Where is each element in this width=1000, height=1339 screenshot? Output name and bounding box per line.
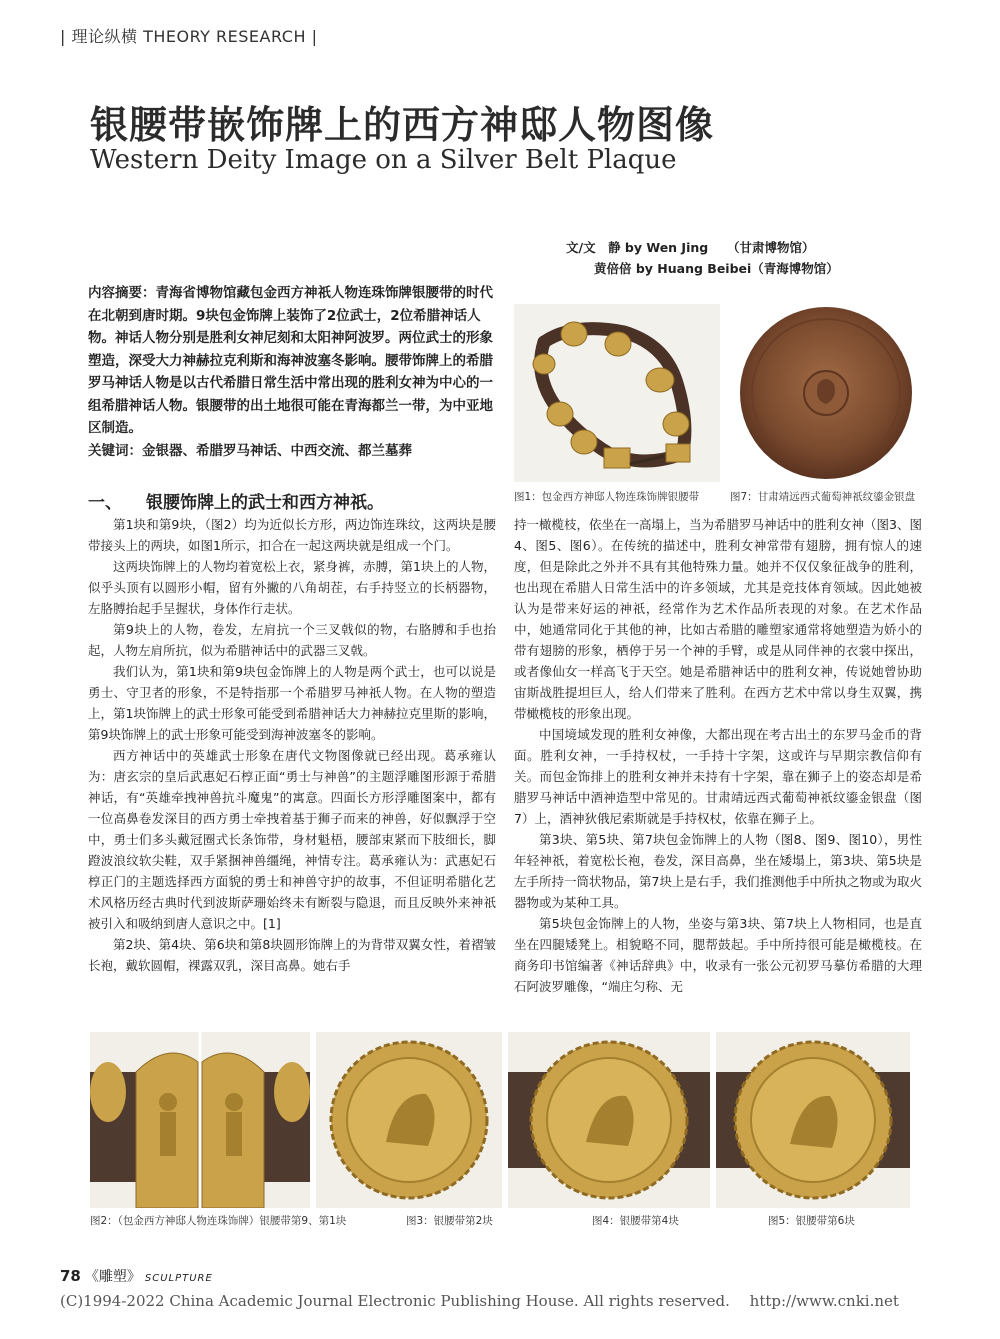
- paragraph: 持一橄榄枝，依坐在一高塌上，当为希腊罗马神话中的胜利女神（图3、图4、图5、图6）。在传统的描述中，胜利女神常带有翅膀，拥有惊人的速度，但是除此之外并不具有其他特殊力量。她并不仅仅象征战争的胜利，也出现在希腊人日常生活中的许多领域，尤其是竞技体育领域。因此她被认为是带来好运的神祇，经常作为艺术作品所表现的对象。在艺术作品中，她通常同化于其他的神，比如古希腊的雕塑家通常将她塑造为娇小的带有翅膀的形象，栖停于另一个神的手臂，或是从同伴神的衣裳中探出，或者像仙女一样高飞于天空。她是希腊神话中的胜利女神，传说她曾协助宙斯战胜提坦巨人，给人们带来了胜利。在西方艺术中常以身生双翼，携带橄榄枝的形象出现。: [514, 517, 922, 721]
- caption-figure-4: 图4：银腰带第4块: [592, 1215, 679, 1227]
- paragraph: 第5块包金饰牌上的人物，坐姿与第3块、第7块上人物相同，也是直坐在四腿矮凳上。相貌略不同，腮帮鼓起。手中所持很可能是橄榄枝。在商务印书馆编著《神话辞典》中，收录有一张公元初罗马摹仿希腊的大理石阿波罗雕像，“端庄匀称、无: [514, 916, 922, 994]
- journal-name-en: SCULPTURE: [144, 1273, 213, 1284]
- plaque-6-illustration: [716, 1032, 910, 1208]
- body-column-left: [88, 514, 496, 976]
- copyright-notice: (C)1994-2022 China Academic Journal Electronic Publishing House. All rights reserved. http://www.cnki.net: [60, 1292, 899, 1310]
- figure-1-belt-photo: [514, 304, 720, 482]
- author-line-1: 文/文 静 by Wen Jing （甘肃博物馆）: [566, 240, 815, 255]
- author-line-2: 黄倍倍 by Huang Beibei（青海博物馆）: [594, 261, 839, 276]
- abstract: [88, 282, 498, 462]
- journal-name-zh: 《雕塑》: [84, 1269, 141, 1285]
- figure-5-plaque-photo: [716, 1032, 910, 1208]
- section-number: 一、: [88, 493, 122, 513]
- caption-figure-5: 图5：银腰带第6块: [768, 1215, 855, 1227]
- caption-figure-3: 图3：银腰带第2块: [406, 1215, 493, 1227]
- article-title-en: Western Deity Image on a Silver Belt Plaque: [90, 145, 677, 175]
- figure-4-plaque-photo: [508, 1032, 710, 1208]
- paragraph: 我们认为，第1块和第9块包金饰牌上的人物是两个武士，也可以说是勇士、守卫者的形象，不是特指那一个希腊罗马神祇人物。在人物的塑造上，第1块饰牌上的武士形象可能受到希腊神话大力神赫拉克里斯的影响，第9块饰牌上的武士形象可能受到海神波塞冬的影响。: [88, 664, 496, 742]
- figure-2-plaques-photo: [90, 1032, 310, 1208]
- paragraph: 中国境域发现的胜利女神像，大都出现在考古出土的东罗马金币的背面。胜利女神，一手持权杖，一手持十字架，这或许与早期宗教信仰有关。而包金饰排上的胜利女神并未持有十字架，靠在狮子上的姿态却是希腊罗马神话中酒神造型中常见的。甘肃靖远西式葡萄神祇纹鎏金银盘（图7）上，酒神狄俄尼索斯就是手持权杖，依靠在狮子上。: [514, 727, 922, 826]
- paragraph: 第3块、第5块、第7块包金饰牌上的人物（图8、图9、图10），男性年轻神祇，着宽松长袍，卷发，深目高鼻，坐在矮塌上，第3块、第5块是左手所持一筒状物品，第7块上是右手，我们推测他手中所执之物或为取火器物或为某种工具。: [514, 832, 922, 910]
- plaques-9-1-illustration: [90, 1032, 310, 1208]
- page-footer: [60, 1266, 213, 1286]
- body-column-right: [514, 514, 922, 997]
- gilded-plate-illustration: [730, 304, 922, 482]
- section-title: 银腰饰牌上的武士和西方神祇。: [146, 493, 384, 513]
- paragraph: 第1块和第9块，（图2）均为近似长方形，两边饰连珠纹，这两块是腰带接头上的两块，如图1所示，扣合在一起这两块就是组成一个门。: [88, 517, 496, 553]
- paragraph: 这两块饰牌上的人物均着宽松上衣，紧身裤，赤膊，第1块上的人物，似乎头顶有以圆形小帽，留有外撇的八角胡茬，右手持竖立的长柄器物，左胳膊抬起手呈握状，身体作行走状。: [88, 559, 496, 616]
- figure-7-gilded-plate-photo: [730, 304, 922, 482]
- paragraph: 第9块上的人物，卷发，左肩抗一个三叉戟似的物，右胳膊和手也抬起，人物左肩所抗，似为希腊神话中的武器三叉戟。: [88, 622, 496, 658]
- figure-3-plaque-photo: [316, 1032, 502, 1208]
- caption-figure-1: 图1：包金西方神邸人物连珠饰牌银腰带: [514, 491, 700, 503]
- plaque-2-illustration: [316, 1032, 502, 1208]
- abstract-keywords: 关键词：金银器、希腊罗马神话、中西交流、都兰墓葬: [88, 442, 412, 459]
- abstract-summary: 内容摘要：青海省博物馆藏包金西方神祇人物连珠饰牌银腰带的时代在北朝到唐时期。9块包金饰牌上装饰了2位武士，2位希腊神话人物。神话人物分别是胜利女神尼刻和太阳神阿波罗。两位武士的形象塑造，深受大力神赫拉克利斯和海神波塞冬影响。腰带饰牌上的希腊罗马神话人物是以古代希腊日常生活中常出现的胜利女神为中心的一组希腊神话人物。银腰带的出土地很可能在青海都兰一带，为中亚地区制造。: [88, 285, 493, 436]
- section-heading: [88, 488, 384, 513]
- article-title-zh: 银腰带嵌饰牌上的西方神邸人物图像: [90, 103, 715, 147]
- caption-figure-2: 图2：（包金西方神邸人物连珠饰牌）银腰带第9、第1块: [90, 1215, 347, 1227]
- caption-figure-7: 图7：甘肃靖远西式葡萄神祇纹鎏金银盘: [730, 491, 916, 503]
- belt-illustration: [514, 304, 720, 482]
- plaque-4-illustration: [508, 1032, 710, 1208]
- paragraph: 第2块、第4块、第6块和第8块圆形饰牌上的为背带双翼女性，着褶皱长袍，戴软圆帽，裸露双乳，深目高鼻。她右手: [88, 937, 496, 973]
- page-number: 78: [60, 1267, 81, 1285]
- paragraph: 西方神话中的英雄武士形象在唐代文物图像就已经出现。葛承雍认为：唐玄宗的皇后武惠妃石椁正面“勇士与神兽”的主题浮雕图形源于希腊神话，有“英雄牵拽神兽抗斗魔鬼”的寓意。四面长方形浮雕图案中，都有一位高鼻卷发深目的西方勇士牵拽着基于狮子而来的神兽，好似飘浮于空中，勇士们多头戴冠圈式长条饰带，身材魁梧，腰部束紧而下肢细长，脚蹬波浪纹软尖鞋，双手紧捆神兽缰绳，神情专注。葛承雍认为：武惠妃石椁正门的主题选择西方面貌的勇士和神兽守护的故事，不但证明希腊化艺术风格历经古典时代到波斯萨珊始终未有断裂与隐退，而且反映外来神祇被引入和吸纳到唐人意识之中。[1]: [88, 748, 496, 931]
- section-tag: | 理论纵横 THEORY RESEARCH |: [60, 27, 318, 46]
